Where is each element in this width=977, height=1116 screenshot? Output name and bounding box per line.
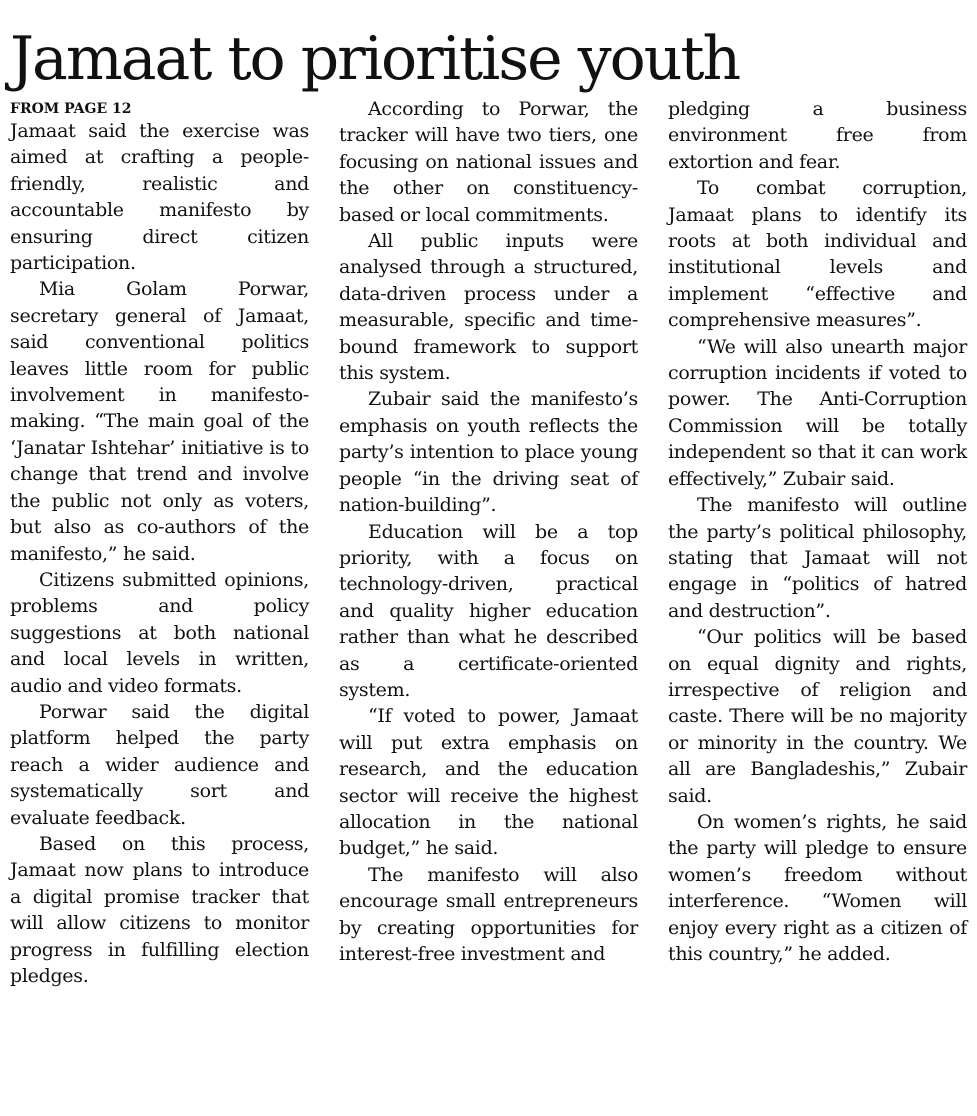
- paragraph: pledging a business environment free from extortion and fear.: [668, 98, 967, 173]
- paragraph: Porwar said the digital platform helped the party reach a wider audience and systematically sort and evaluate feedback.: [10, 700, 309, 829]
- paragraph: To combat corruption, Jamaat plans to identify its roots at both individual and institutional levels and implement “effective and comprehensive measures”.: [668, 177, 967, 332]
- paragraph: “We will also unearth major corruption incidents if voted to power. The Anti-Corruption Commission will be totally independent so that it can work effectively,” Zubair said.: [668, 335, 967, 490]
- paragraph: “If voted to power, Jamaat will put extra emphasis on research, and the education sector will receive the highest allocation in the national budget,” he said.: [339, 705, 638, 860]
- paragraph: All public inputs were analysed through a structured, data-driven process under a measurable, specific and time-bound framework to support this system.: [339, 230, 638, 385]
- article-column-3: [668, 96, 967, 967]
- paragraph: On women’s rights, he said the party will pledge to ensure women’s freedom without interference. “Women will enjoy every right as a citizen of this country,” he added.: [668, 810, 967, 965]
- paragraph: Education will be a top priority, with a focus on technology-driven, practical and quality higher education rather than what he described as a certificate-oriented system.: [339, 520, 638, 701]
- paragraph: Citizens submitted opinions, problems and policy suggestions at both national and local levels in written, audio and video formats.: [10, 568, 309, 697]
- paragraph: Mia Golam Porwar, secretary general of Jamaat, said conventional politics leaves little room for public involvement in manifesto-making. “The main goal of the ‘Janatar Ishtehar’ initiative is to change that trend and involve the public not only as voters, but also as co-authors of the manifesto,” he said.: [10, 278, 309, 565]
- paragraph: “Our politics will be based on equal dignity and rights, irrespective of religion and caste. There will be no majority or minority in the country. We all are Bangladeshis,” Zubair said.: [668, 626, 967, 807]
- paragraph: According to Porwar, the tracker will have two tiers, one focusing on national issues and the other on constituency-based or local commitments.: [339, 98, 638, 226]
- paragraph: Zubair said the manifesto’s emphasis on youth reflects the party’s intention to place young people “in the driving seat of nation-building”.: [339, 388, 638, 517]
- article-column-2: [339, 96, 638, 967]
- paragraph: The manifesto will also encourage small entrepreneurs by creating opportunities for interest-free investment and: [339, 863, 638, 965]
- article-column-1: [10, 96, 309, 989]
- jump-line: FROM PAGE 12: [10, 101, 132, 117]
- paragraph: The manifesto will outline the party’s political philosophy, stating that Jamaat will not engage in “politics of hatred and destruction”.: [668, 494, 967, 622]
- paragraph: Jamaat said the exercise was aimed at crafting a people-friendly, realistic and accountable manifesto by ensuring direct citizen participation.: [10, 120, 309, 275]
- headline: Jamaat to prioritise youth: [10, 24, 740, 94]
- paragraph: Based on this process, Jamaat now plans to introduce a digital promise tracker that will allow citizens to monitor progress in fulfilling election pledges.: [10, 832, 309, 987]
